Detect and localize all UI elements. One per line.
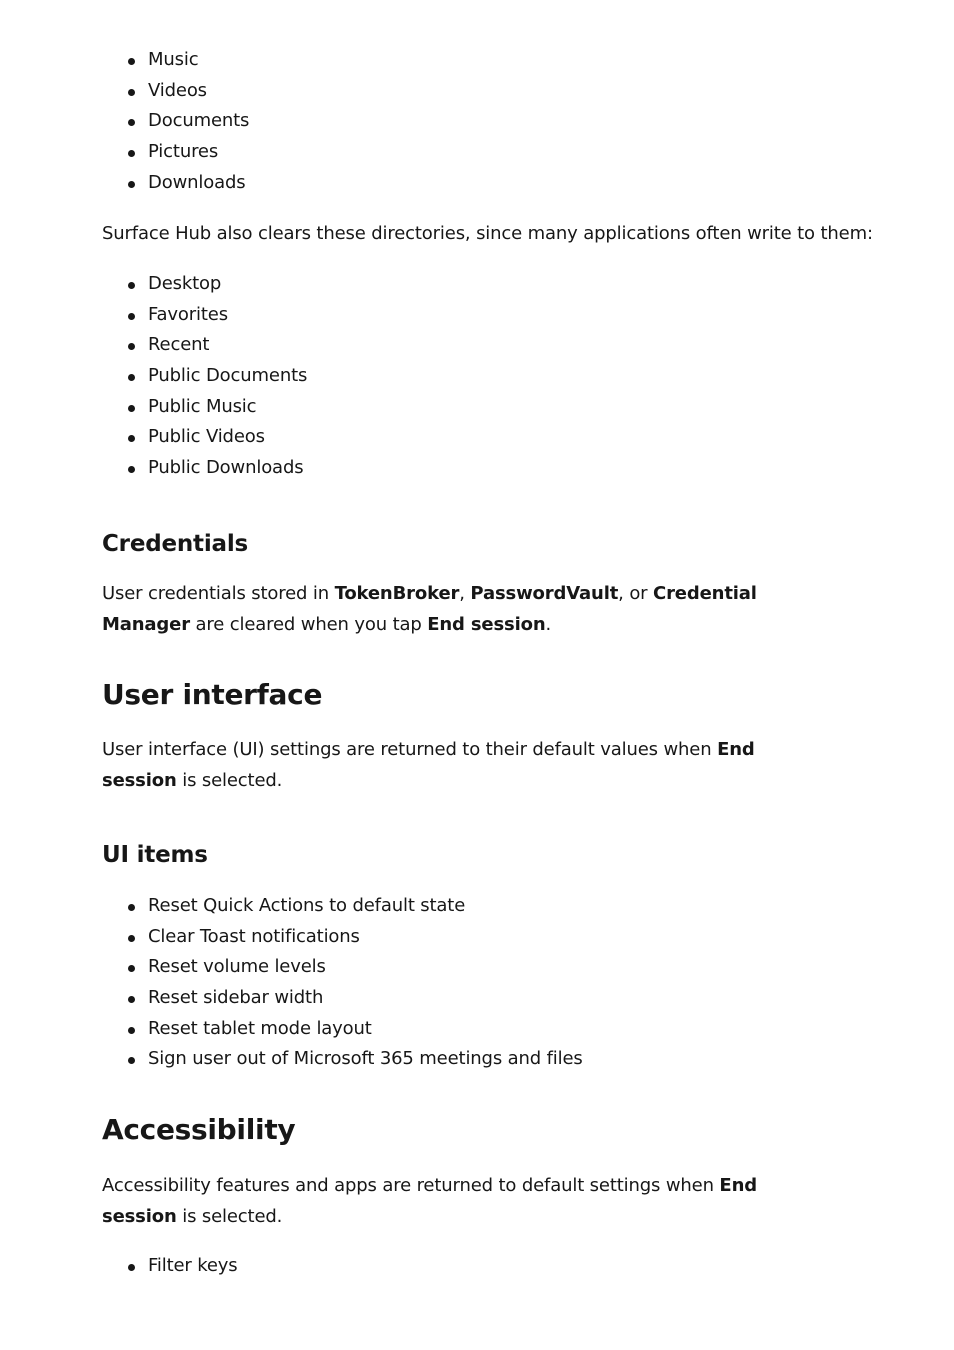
- end-session-term: End session: [427, 614, 546, 635]
- accessibility-list-block: [102, 1251, 842, 1282]
- list-item: Pictures: [102, 137, 842, 168]
- user-interface-paragraph: User interface (UI) settings are returned to their default values when End session is selected.: [102, 739, 755, 791]
- credentials-paragraph: User credentials stored in TokenBroker, PasswordVault, or Credential Manager are cleared when you tap End session.: [102, 583, 757, 635]
- list-item: Favorites: [102, 300, 842, 331]
- end-session-term: End session: [102, 1175, 757, 1227]
- list-item: Clear Toast notifications: [102, 922, 842, 953]
- list-item: Sign user out of Microsoft 365 meetings and files: [102, 1044, 842, 1075]
- list-item: Reset tablet mode layout: [102, 1014, 842, 1045]
- credentials-paragraph-block: [102, 578, 822, 640]
- list-item: Downloads: [102, 168, 842, 199]
- user-interface-section: [102, 677, 842, 713]
- accessibility-heading: Accessibility: [102, 1113, 296, 1146]
- list-item: Videos: [102, 76, 842, 107]
- ui-items-heading: UI items: [102, 842, 208, 868]
- list-item: Public Videos: [102, 422, 842, 453]
- accessibility-paragraph-block: [102, 1170, 822, 1232]
- list-item: Reset Quick Actions to default state: [102, 891, 842, 922]
- list-item: Public Documents: [102, 361, 842, 392]
- user-interface-heading: User interface: [102, 678, 323, 711]
- list-item: Reset sidebar width: [102, 983, 842, 1014]
- directories-list: [102, 269, 842, 484]
- list-item: Filter keys: [102, 1251, 842, 1282]
- directories-intro: Surface Hub also clears these directories, since many applications often write to them:: [102, 223, 873, 244]
- accessibility-section: [102, 1112, 842, 1148]
- list-item: Public Music: [102, 392, 842, 423]
- list-item: Recent: [102, 330, 842, 361]
- credentials-heading: Credentials: [102, 531, 249, 557]
- user-interface-paragraph-block: [102, 734, 822, 796]
- accessibility-paragraph: Accessibility features and apps are returned to default settings when End session is selected.: [102, 1175, 757, 1227]
- list-item: Public Downloads: [102, 453, 842, 484]
- list-item: Documents: [102, 106, 842, 137]
- end-session-term: End session: [102, 739, 755, 791]
- libraries-list-block: [102, 45, 842, 198]
- tokenbroker-term: TokenBroker: [334, 583, 460, 604]
- ui-items-section: [102, 840, 842, 870]
- list-item: Music: [102, 45, 842, 76]
- directories-intro-block: [102, 218, 902, 249]
- ui-items-list-block: [102, 891, 842, 1075]
- passwordvault-term: PasswordVault: [470, 583, 619, 604]
- list-item: Desktop: [102, 269, 842, 300]
- directories-list-block: [102, 269, 842, 484]
- libraries-list: [102, 45, 842, 198]
- credential-manager-term: Credential Manager: [102, 583, 757, 635]
- accessibility-list: [102, 1251, 842, 1282]
- ui-items-list: [102, 891, 842, 1075]
- list-item: Reset volume levels: [102, 952, 842, 983]
- credentials-section: [102, 529, 842, 559]
